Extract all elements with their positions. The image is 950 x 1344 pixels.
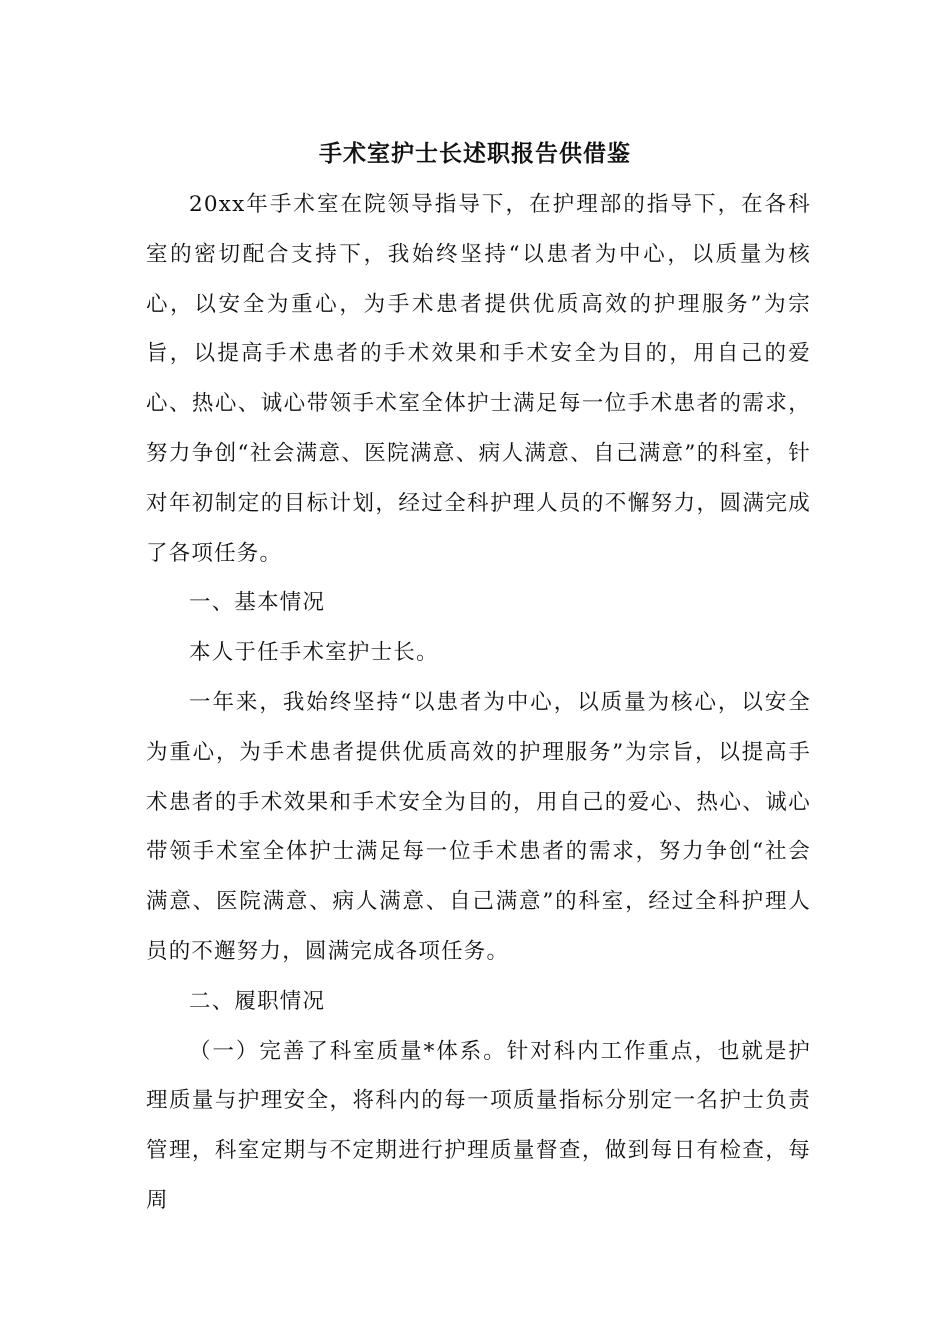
appointment-paragraph: 本人于任手术室护士长。 <box>189 640 439 666</box>
document-title: 手术室护士长述职报告供借鉴 <box>319 140 631 167</box>
section-heading-duty-performance: 二、履职情况 <box>189 988 326 1014</box>
year-summary-paragraph: 一年来，我始终坚持“以患者为中心，以质量为核心，以安全为重心，为手术患者提供优质高效的护理服务”为宗旨，以提高手术患者的手术效果和手术安全为目的，用自己的爱心、热心、诚心带领手术室全体护士满足每一位手术患者的需求，努力争创“社会满意、医院满意、病人满意、自己满意”的科室，经过全科护理人员的不邂努力，圆满完成各项任务。 <box>146 689 811 964</box>
intro-paragraph: 20xx年手术室在院领导指导下，在护理部的指导下，在各科室的密切配合支持下，我始终坚持“以患者为中心，以质量为核心，以安全为重心，为手术患者提供优质高效的护理服务”为宗旨，以提高手术患者的手术效果和手术安全为目的，用自己的爱心、热心、诚心带领手术室全体护士满足每一位手术患者的需求，努力争创“社会满意、医院满意、病人满意、自己满意”的科室，针对年初制定的目标计划，经过全科护理人员的不懈努力，圆满完成了各项任务。 <box>146 192 811 566</box>
section-heading-basic-situation: 一、基本情况 <box>189 590 326 616</box>
document-body <box>146 180 811 1226</box>
quality-system-paragraph: （一）完善了科室质量*体系。针对科内工作重点，也就是护理质量与护理安全，将科内的每一项质量指标分别定一名护士负责管理，科室定期与不定期进行护理质量督查，做到每日有检查，每周 <box>146 1038 811 1213</box>
